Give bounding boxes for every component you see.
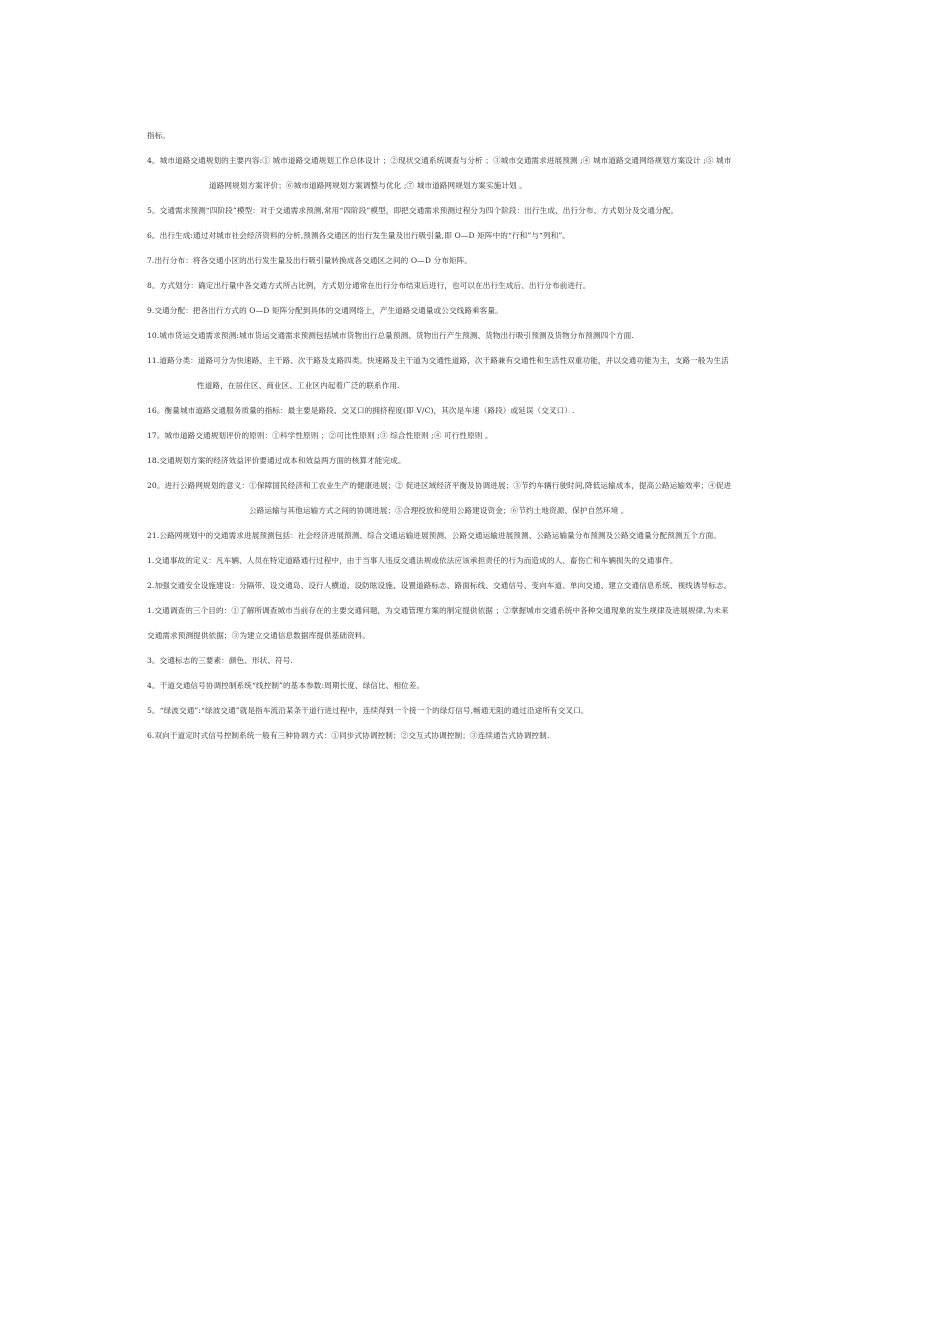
text-line-13: 17。城市道路交通规划评价的原则：①科学性原则 ；②可比性原则 ;③ 综合性原则 ;④ 可行性原则 。: [147, 431, 493, 440]
text-line-25: 6.双向干道定时式信号控制系统一般有三种协调方式：①同步式协调控制；②交互式协调控制；③连续通告式协调控制.: [147, 731, 550, 740]
text-line-24: 5。“绿波交通”:“绿波交通”就是指车流沿某条干道行进过程中，连续得到一个接一个的绿灯信号,畅通无阻的通过沿途所有交叉口。: [147, 706, 589, 715]
text-line-4: 5。交通需求预测“四阶段”模型：对于交通需求预测,常用“四阶段”模型，即把交通需求预测过程分为四个阶段：出行生成、出行分布、方式划分及交通分配。: [147, 206, 679, 215]
text-line-23: 4。干道交通信号协调控制系统“线控制”的基本参数:周期长度、绿信比、相位差。: [147, 681, 425, 690]
text-line-12: 16。衡量城市道路交通服务质量的指标：最主要是路段、交叉口的拥挤程度(即 V/C)，其次是车速（路段）或延误（交叉口）.: [147, 406, 575, 415]
text-line-9: 10.城市货运交通需求预测:城市货运交通需求预测包括城市货物出行总量预测、货物出行产生预测、货物出行吸引预测及货物分布预测四个方面.: [147, 331, 634, 340]
text-line-11: 性道路，在居住区、商业区、工业区内起着广泛的联系作用.: [197, 381, 400, 390]
text-line-18: 1.交通事故的定义：凡车辆、人员在特定道路通行过程中，由于当事人违反交通法规或依法应该承担责任的行为而造成的人、畜伤亡和车辆损失的交通事件。: [147, 556, 678, 565]
text-line-15: 20。进行公路网规划的意义：①保障国民经济和工农业生产的健康进展；② 促进区域经济平衡及协调进展；③节约车辆行驶时间,降低运输成本，提高公路运输效率；④促进: [147, 481, 732, 490]
text-line-10: 11.道路分类：道路可分为快速路、主干路、次干路及支路四类。快速路及主干道为交通性道路，次干路兼有交通性和生活性双重功能，并以交通功能为主，支路一般为生活: [147, 356, 729, 365]
text-line-16: 公路运输与其他运输方式之间的协调进展；⑤合理投放和使用公路建设资金；⑥节约土地资源、保护自然环境 。: [249, 506, 629, 515]
text-line-1: 指标。: [147, 131, 171, 140]
text-line-19: 2.加强交通安全设施建设：分隔带、设交通岛、设行人横道、设防眩设施、设置道路标志、路面标线、交通信号、变向车道、单向交通、建立交通信息系统、视线诱导标志。: [147, 581, 732, 590]
text-line-17: 21.公路网规划中的交通需求进展预测包括：社会经济进展预测、综合交通运输进展预测、公路交通运输进展预测、公路运输量分布预测及公路交通量分配预测五个方面。: [147, 531, 722, 540]
text-line-22: 3。交通标志的三要素：颜色、形状、符号.: [147, 656, 293, 665]
text-line-2: 4。城市道路交通规划的主要内容:① 城市道路交通规划工作总体设计 ；②现状交通系统调查与分析 ；③城市交通需求进展预测 ;④ 城市道路交通网络规划方案设计 ;⑤ 城市: [147, 156, 732, 165]
text-line-7: 8。方式划分：确定出行量中各交通方式所占比例，方式划分通常在出行分布结束后进行，也可以在出行生成后、出行分布前进行。: [147, 281, 591, 290]
text-line-5: 6。出行生成:通过对城市社会经济资料的分析,预测各交通区的出行发生量及出行吸引量,即 O—D 矩阵中的“行和”与“列和”。: [147, 231, 571, 240]
text-line-8: 9.交通分配：把各出行方式的 O—D 矩阵分配到具体的交通网络上，产生道路交通量或公交线路乘客量。: [147, 306, 503, 315]
text-line-21: 交通需求预测提供依据；③为建立交通信息数据库提供基础资料。: [147, 631, 371, 640]
text-line-3: 道路网规划方案评价；⑥城市道路网规划方案调整与优化 ;⑦ 城市道路网规划方案实施计划 。: [209, 181, 527, 190]
text-line-20: 1.交通调查的三个目的：①了解所调查城市当前存在的主要交通问题，为交通管理方案的制定提供依据 ；②掌握城市交通系统中各种交通现象的发生规律及进展规律,为未来: [147, 606, 729, 615]
text-line-6: 7.出行分布：将各交通小区的出行发生量及出行吸引量转换成各交通区之间的 O—D 分布矩阵。: [147, 256, 473, 265]
text-line-14: 18.交通规划方案的经济效益评价要通过成本和效益两方面的核算才能完成。: [147, 456, 406, 465]
